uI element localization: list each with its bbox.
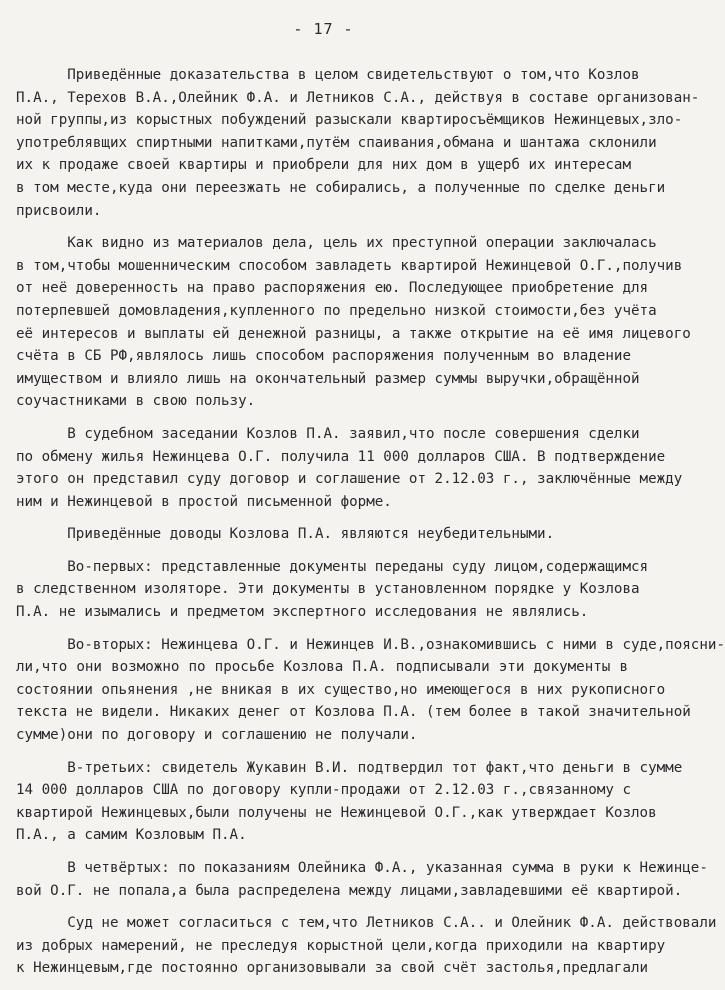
- text-line: Приведённые доказательства в целом свидетельствуют о том,что Козлов: [16, 67, 640, 83]
- text-line: по обмену жилья Нежинцева О.Г. получила 11 000 долларов США. В подтверждение: [16, 448, 666, 465]
- text-line: её интересов и выплаты ей денежной разницы, а также открытие на её имя лицевого: [16, 325, 691, 342]
- text-line: вой О.Г. не попала,а была распределена между лицами,завладевшими её квартирой.: [16, 882, 683, 899]
- text-line: В четвёртых: по показаниям Олейника Ф.А., указанная сумма в руки к Нежинце-: [16, 860, 708, 876]
- text-line: соучастниками в свою пользу.: [16, 393, 256, 410]
- text-line: присвоили.: [16, 202, 102, 219]
- text-line: П.А., Терехов В.А.,Олейник Ф.А. и Летников С.А., действуя в составе организован-: [16, 89, 700, 106]
- text-line: В-третьих: свидетель Жукавин В.И. подтвердил тот факт,что деньги в сумме: [16, 759, 683, 776]
- text-line: В судебном заседании Козлов П.А. заявил,что после совершения сделки: [16, 425, 640, 442]
- text-line: сумме)они по договору и соглашению не получали.: [16, 727, 418, 744]
- text-line: ли,что они возможно по просьбе Козлова П.А. подписывали эти документы в: [16, 659, 628, 676]
- text-line: потерпевшей домовладения,купленного по предельно низкой стоимости,без учёта: [16, 302, 657, 319]
- paragraph: [16, 556, 649, 624]
- text-line: употреблявщих спиртными напитками,путём спаивания,обмана и шантажа склонили: [16, 134, 657, 151]
- document-body: [16, 64, 725, 990]
- paragraph: [16, 64, 700, 222]
- text-line: П.А. не изымались и предметом экспертного исследования не являлись.: [16, 604, 589, 621]
- text-line: П.А., а самим Козловым П.А.: [16, 827, 247, 844]
- paragraph: [16, 634, 725, 747]
- text-line: этого он представил суду договор и соглашение от 2.12.03 г., заключённые между: [16, 471, 683, 488]
- text-line: в следственном изоляторе. Эти документы в установленном порядке у Козлова: [16, 581, 640, 598]
- text-line: счёта в СБ РФ,являлось лишь способом распоряжения полученным во владение: [16, 348, 631, 365]
- text-line: Приведённые доводы Козлова П.А. являются неубедительными.: [16, 526, 555, 543]
- page-number: - 17 -: [293, 20, 354, 38]
- paragraph: [16, 857, 708, 902]
- text-line: к Нежинцевым,где постоянно организовывали за свой счёт застолья,предлагали: [16, 960, 649, 977]
- text-line: квартирой Нежинцевых,были получены не Нежинцевой О.Г.,как утверждает Козлов: [16, 804, 657, 821]
- text-line: ним и Нежинцевой в простой письменной форме.: [16, 493, 392, 510]
- text-line: 14 000 долларов США по договору купли-продажи от 2.12.03 г.,связанному с: [16, 782, 631, 799]
- text-line: Как видно из материалов дела, цель их преступной операции заключалась: [16, 235, 657, 252]
- text-line: от неё доверенность на право распоряжения ею. Последующее приобретение для: [16, 280, 649, 297]
- paragraph: [16, 423, 683, 513]
- text-line: ной группы,из корыстных побуждений разыскали квартиросъёмщиков Нежинцевых,зло-: [16, 112, 683, 129]
- text-line: Суд не может согласиться с тем,что Летников С.А.. и Олейник Ф.А. действовали: [16, 915, 717, 932]
- paragraph: [16, 232, 691, 413]
- paragraph: [16, 523, 628, 546]
- text-line: из добрых намерений, не преследуя корыстной цели,когда приходили на квартиру: [16, 937, 666, 954]
- paragraph: [16, 757, 683, 847]
- text-line: в том месте,куда они переезжать не собирались, а полученные по сделке деньги: [16, 179, 666, 196]
- text-line: состоянии опьянения ,не вникая в их существо,но имеющегося в них рукописного: [16, 681, 666, 698]
- text-line: Во-вторых: Нежинцева О.Г. и Нежинцев И.В.,ознакомившись с ними в суде,поясни-: [16, 636, 725, 653]
- text-line: Во-первых: представленные документы переданы суду лицом,содержащимся: [16, 558, 649, 575]
- text-line: текста не видели. Никаких денег от Козлова П.А. (тем более в такой значительной: [16, 704, 691, 721]
- text-line: в том,чтобы мошенническим способом завладеть квартирой Нежинцевой О.Г.,получив: [16, 257, 683, 274]
- text-line: их к продаже своей квартиры и приобрели для них дом в ущерб их интересам: [16, 157, 631, 174]
- text-line: имуществом и влияло лишь на окончательный размер суммы выручки,обращённой: [16, 370, 640, 387]
- paragraph: [16, 912, 717, 980]
